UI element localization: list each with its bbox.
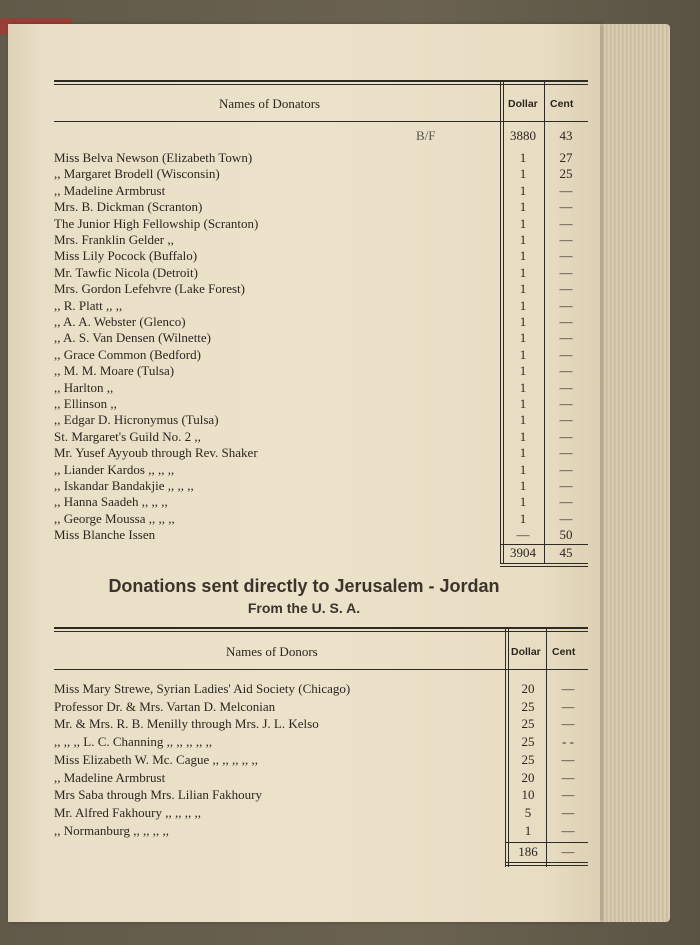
table-row <box>54 150 588 166</box>
cent-amount: — <box>559 428 573 444</box>
table-row <box>54 805 588 821</box>
table-row <box>54 166 588 182</box>
donor-name: ,, Madeline Armbrust <box>54 769 166 785</box>
dollar-amount: 20 <box>521 681 535 696</box>
table-row <box>54 527 588 543</box>
table-row <box>54 511 588 527</box>
dollar-amount: 25 <box>521 734 535 750</box>
cent-amount: — <box>559 264 573 280</box>
table-row <box>54 734 588 750</box>
dollar-column-header: Dollar <box>508 98 538 110</box>
dollar-amount: 1 <box>519 461 527 477</box>
cent-amount: — <box>559 330 573 346</box>
donor-name: Mrs Saba through Mrs. Lilian Fakhoury <box>54 787 262 803</box>
cent-amount: — <box>559 215 573 231</box>
dollar-amount: 1 <box>519 478 527 493</box>
donor-name: Mr. Alfred Fakhoury ,, ,, ,, ,, <box>54 804 201 820</box>
donor-name: Miss Elizabeth W. Mc. Cague ,, ,, ,, ,, ,, <box>54 751 259 767</box>
donor-name: Mr. Yusef Ayyoub through Rev. Shaker <box>54 445 258 461</box>
dollar-amount: 1 <box>519 314 527 329</box>
donor-name: St. Margaret's Guild No. 2 ,, <box>54 428 201 444</box>
brought-forward-cent: 43 <box>559 128 573 143</box>
cent-amount: — <box>561 681 575 696</box>
cent-amount: — <box>559 363 573 379</box>
dollar-amount: 25 <box>521 698 535 714</box>
donor-name: Mrs. Gordon Lefehvre (Lake Forest) <box>54 281 245 297</box>
donor-name: ,, Madeline Armbrust <box>54 182 166 198</box>
cent-amount: — <box>559 346 573 362</box>
cent-amount: — <box>559 445 573 461</box>
dollar-amount: 10 <box>521 787 535 803</box>
cent-amount: — <box>559 199 573 215</box>
table1-total-row <box>54 545 588 561</box>
dollar-amount: 1 <box>519 330 527 346</box>
table-row <box>54 265 588 281</box>
cent-amount: — <box>559 182 573 198</box>
dollar-amount: 1 <box>519 264 527 280</box>
table-row <box>54 396 588 412</box>
cent-column-header: Cent <box>552 646 576 658</box>
table-row <box>54 478 588 494</box>
cent-column-header: Cent <box>550 98 574 110</box>
donor-name: ,, ,, ,, L. C. Channing ,, ,, ,, ,, ,, <box>54 734 213 750</box>
cent-amount: — <box>561 698 575 714</box>
cent-amount: — <box>559 510 573 526</box>
donor-name: Professor Dr. & Mrs. Vartan D. Melconian <box>54 698 276 714</box>
donor-name: Mr. & Mrs. R. B. Menilly through Mrs. J. L. Kelso <box>54 716 319 732</box>
table-row <box>54 232 588 248</box>
donators-table <box>54 80 588 590</box>
cent-amount: — <box>561 804 575 820</box>
dollar-amount: 1 <box>519 166 527 182</box>
section-subtitle: From the U. S. A. <box>247 600 361 616</box>
donor-name: Miss Blanche Issen <box>54 527 156 543</box>
table-row <box>54 248 588 264</box>
dollar-amount: 5 <box>524 804 532 820</box>
table-row <box>54 216 588 232</box>
cent-amount: — <box>561 822 575 838</box>
table-row <box>54 314 588 330</box>
cent-amount: — <box>561 716 575 732</box>
table-row <box>54 823 588 839</box>
dollar-amount: 20 <box>521 769 535 785</box>
dollar-amount: 1 <box>519 346 527 362</box>
dollar-amount: 1 <box>519 297 527 313</box>
brought-forward-row <box>54 128 588 144</box>
dollar-amount: 1 <box>519 182 527 198</box>
cent-amount: 25 <box>559 166 573 182</box>
donor-name: ,, Grace Common (Bedford) <box>54 346 201 362</box>
dollar-amount: 1 <box>519 494 527 510</box>
section-title: Donations sent directly to Jerusalem - Jordan <box>108 576 500 596</box>
donor-name: The Junior High Fellowship (Scranton) <box>54 215 259 231</box>
donor-name: Mr. Tawfic Nicola (Detroit) <box>54 264 198 280</box>
dollar-amount: 1 <box>519 428 527 444</box>
dollar-amount: 1 <box>519 412 527 428</box>
donor-name: ,, Hanna Saadeh ,, ,, ,, <box>54 494 168 510</box>
brought-forward-dollar: 3880 <box>510 128 536 143</box>
table-row <box>54 298 588 314</box>
table-row <box>54 787 588 803</box>
table-row <box>54 681 588 697</box>
dollar-amount: — <box>516 527 530 543</box>
dollar-amount: 1 <box>519 232 527 247</box>
dollar-amount: 1 <box>519 510 527 526</box>
table-row <box>54 445 588 461</box>
dollar-amount: 1 <box>519 150 527 165</box>
dollar-amount: 1 <box>519 215 527 231</box>
cent-amount: — <box>559 232 573 247</box>
dollar-amount: 1 <box>519 281 527 297</box>
cent-amount: — <box>559 412 573 428</box>
table1-total-cent: 45 <box>559 545 573 560</box>
cent-amount: — <box>559 478 573 493</box>
table-row <box>54 770 588 786</box>
table-row <box>54 281 588 297</box>
donor-name: Miss Mary Strewe, Syrian Ladies' Aid Society (Chicago) <box>54 681 351 696</box>
cent-amount: - - <box>562 734 574 750</box>
donor-name: Miss Lily Pocock (Buffalo) <box>54 248 198 264</box>
donor-name: ,, Margaret Brodell (Wisconsin) <box>54 166 220 182</box>
ledger-page <box>8 24 600 922</box>
dollar-amount: 1 <box>519 248 527 264</box>
table1-total-dollar: 3904 <box>510 545 536 560</box>
table-row <box>54 380 588 396</box>
dollar-amount: 25 <box>521 716 535 732</box>
dollar-amount: 1 <box>519 199 527 215</box>
donor-name: ,, Iskandar Bandakjie ,, ,, ,, <box>54 478 194 493</box>
brought-forward-label: B/F <box>416 128 436 143</box>
table-row <box>54 347 588 363</box>
cent-amount: — <box>559 461 573 477</box>
donor-name: ,, Normanburg ,, ,, ,, ,, <box>54 822 169 838</box>
table-row <box>54 752 588 768</box>
cent-amount: — <box>561 751 575 767</box>
cent-amount: — <box>559 314 573 329</box>
cent-amount: — <box>559 379 573 395</box>
table-row <box>54 699 588 715</box>
table2-total-cent: — <box>561 844 575 859</box>
names-column-header: Names of Donors <box>226 644 318 659</box>
dollar-amount: 1 <box>519 379 527 395</box>
donor-name: ,, George Moussa ,, ,, ,, <box>54 510 175 526</box>
cent-amount: — <box>559 297 573 313</box>
donor-name: Mrs. Franklin Gelder ,, <box>54 232 174 247</box>
cent-amount: 27 <box>559 150 573 165</box>
cent-amount: — <box>559 494 573 510</box>
cent-amount: — <box>561 787 575 803</box>
dollar-amount: 25 <box>521 751 535 767</box>
table-row <box>54 716 588 732</box>
donor-name: ,, A. S. Van Densen (Wilnette) <box>54 330 212 346</box>
table-row <box>54 429 588 445</box>
donor-name: ,, Edgar D. Hicronymus (Tulsa) <box>54 412 219 428</box>
donor-name: ,, R. Platt ,, ,, <box>54 297 123 313</box>
table-row <box>54 330 588 346</box>
donor-name: Mrs. B. Dickman (Scranton) <box>54 199 203 215</box>
table2-total-row <box>54 844 588 860</box>
donor-name: Miss Belva Newson (Elizabeth Town) <box>54 150 253 165</box>
table-row <box>54 412 588 428</box>
dollar-amount: 1 <box>519 396 527 411</box>
table-row <box>54 183 588 199</box>
donor-name: ,, Liander Kardos ,, ,, ,, <box>54 461 175 477</box>
table-row <box>54 494 588 510</box>
dollar-amount: 1 <box>519 445 527 461</box>
dollar-amount: 1 <box>524 822 532 838</box>
donor-name: ,, M. M. Moare (Tulsa) <box>54 363 175 379</box>
cent-amount: — <box>559 281 573 297</box>
donor-name: ,, Ellinson ,, <box>54 396 117 411</box>
table-row <box>54 363 588 379</box>
donor-name: ,, Harlton ,, <box>54 379 114 395</box>
names-column-header: Names of Donators <box>219 96 321 111</box>
cent-amount: — <box>559 248 573 264</box>
table-row <box>54 462 588 478</box>
dollar-amount: 1 <box>519 363 527 379</box>
cent-amount: — <box>559 396 573 411</box>
table2-total-dollar: 186 <box>518 844 538 859</box>
table-row <box>54 199 588 215</box>
donor-name: ,, A. A. Webster (Glenco) <box>54 314 186 329</box>
cent-amount: 50 <box>559 527 573 543</box>
donors-table <box>54 627 588 867</box>
cent-amount: — <box>561 769 575 785</box>
dollar-column-header: Dollar <box>511 646 541 658</box>
